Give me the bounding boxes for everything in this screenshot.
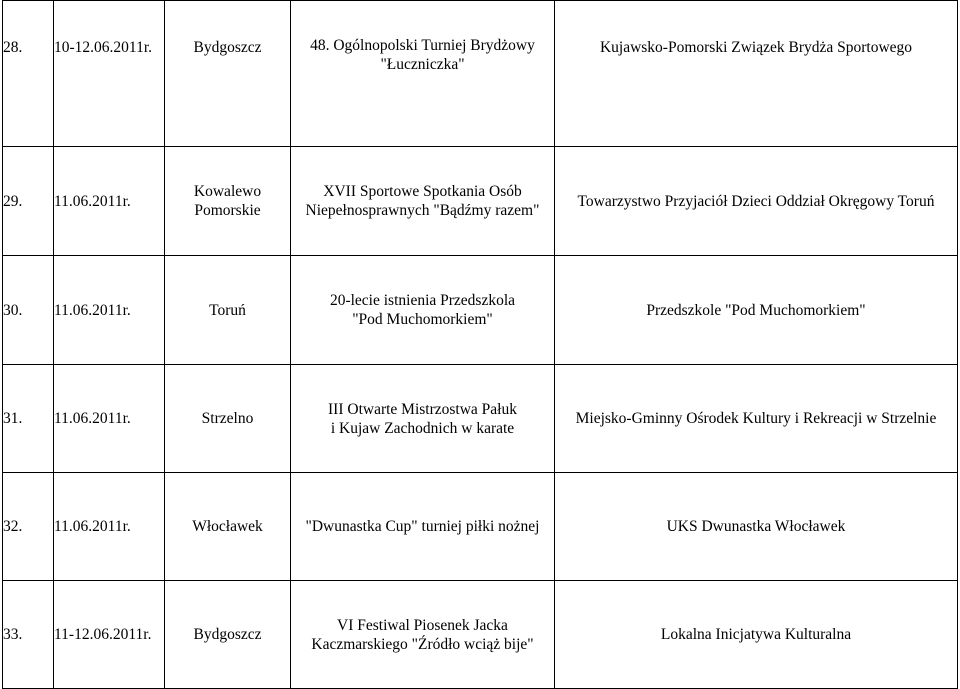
event-date: 11.06.2011r. bbox=[54, 256, 165, 365]
organizer-line: Przedszkole "Pod Muchomorkiem" bbox=[646, 301, 866, 319]
event-city bbox=[165, 256, 291, 365]
event-city bbox=[165, 473, 291, 581]
event-line: III Otwarte Mistrzostwa Pałuk bbox=[328, 400, 517, 418]
event-city bbox=[165, 147, 291, 256]
city-line: Włocławek bbox=[192, 518, 263, 535]
event-line: XVII Sportowe Spotkania Osób bbox=[323, 183, 522, 200]
organizer-line: Kujawsko-Pomorski Związek Brydża Sportowego bbox=[599, 39, 913, 56]
event-organizer bbox=[555, 256, 958, 365]
city-line: Bydgoszcz bbox=[193, 626, 262, 643]
organizer-line: Miejsko-Gminny Ośrodek Kultury i Rekreacji w Strzelnie bbox=[575, 410, 937, 427]
event-name bbox=[291, 473, 555, 581]
event-name bbox=[291, 581, 555, 689]
event-organizer bbox=[555, 365, 958, 473]
row-number: 29. bbox=[3, 147, 54, 256]
organizer-line: Towarzystwo Przyjaciół Dzieci Oddział Okręgowy Toruń bbox=[577, 192, 935, 210]
row-number: 30. bbox=[3, 256, 54, 365]
event-line: Niepełnosprawnych "Bądźmy razem" bbox=[305, 202, 540, 219]
event-city bbox=[165, 581, 291, 689]
event-name bbox=[291, 365, 555, 473]
row-number: 33. bbox=[3, 581, 54, 689]
organizer-line: Lokalna Inicjatywa Kulturalna bbox=[660, 626, 852, 643]
row-number: 32. bbox=[3, 473, 54, 581]
event-organizer bbox=[555, 147, 958, 256]
event-date: 11.06.2011r. bbox=[54, 147, 165, 256]
row-number: 28. bbox=[3, 1, 54, 147]
event-organizer bbox=[555, 473, 958, 581]
row-number: 31. bbox=[3, 365, 54, 473]
table-row bbox=[3, 365, 958, 473]
event-date: 11.06.2011r. bbox=[54, 473, 165, 581]
city-line: Strzelno bbox=[201, 410, 254, 427]
event-organizer bbox=[555, 1, 958, 147]
event-organizer bbox=[555, 581, 958, 689]
events-table bbox=[2, 0, 958, 689]
city-line: Pomorskie bbox=[194, 202, 261, 219]
event-date: 11-12.06.2011r. bbox=[54, 581, 165, 689]
event-line: "Pod Muchomorkiem" bbox=[352, 311, 493, 328]
event-city bbox=[165, 365, 291, 473]
event-line: "Łuczniczka" bbox=[380, 56, 465, 73]
event-line: VI Festiwal Piosenek Jacka bbox=[337, 616, 508, 634]
organizer-line: UKS Dwunastka Włocławek bbox=[666, 518, 846, 535]
event-name bbox=[291, 147, 555, 256]
event-date: 10-12.06.2011r. bbox=[54, 1, 165, 147]
event-line: Kaczmarskiego "Źródło wciąż bije" bbox=[311, 635, 534, 653]
table-row bbox=[3, 473, 958, 581]
table-row bbox=[3, 581, 958, 689]
event-line: i Kujaw Zachodnich w karate bbox=[330, 419, 515, 437]
city-line: Kowalewo bbox=[193, 183, 262, 200]
table-row bbox=[3, 1, 958, 147]
event-date: 11.06.2011r. bbox=[54, 365, 165, 473]
city-line: Bydgoszcz bbox=[193, 39, 262, 56]
event-line: "Dwunastka Cup" turniej piłki nożnej bbox=[305, 518, 540, 535]
table-row bbox=[3, 147, 958, 256]
event-line: 48. Ogólnopolski Turniej Brydżowy bbox=[310, 37, 535, 54]
city-line: Toruń bbox=[209, 301, 246, 319]
event-name bbox=[291, 256, 555, 365]
event-name bbox=[291, 1, 555, 147]
table-row bbox=[3, 256, 958, 365]
event-city bbox=[165, 1, 291, 147]
event-line: 20-lecie istnienia Przedszkola bbox=[329, 292, 516, 309]
